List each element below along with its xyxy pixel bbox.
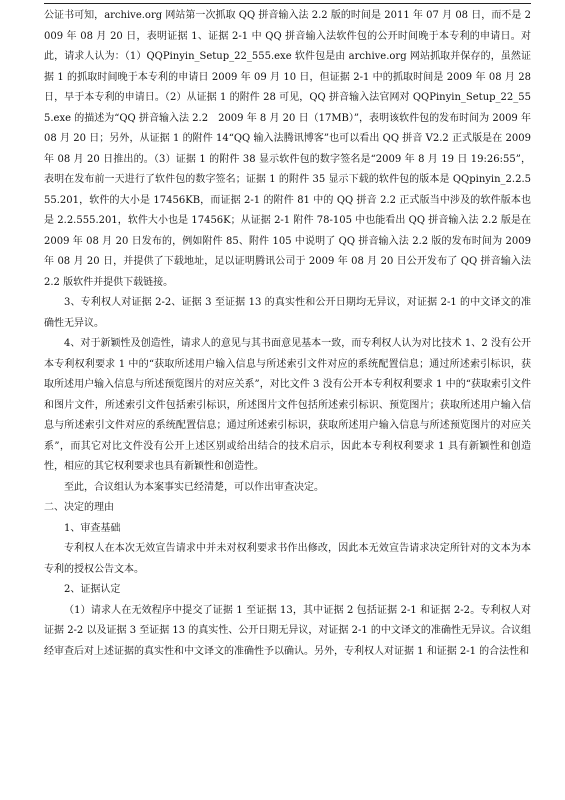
paragraph-facts-clear: 至此，合议组认为本案事实已经清楚，可以作出审查决定。: [64, 481, 324, 493]
top-rule: [44, 3, 531, 4]
section-heading-reasons: 二、决定的理由: [44, 502, 114, 513]
paragraph-examination-text: 专利权人在本次无效宣告请求中并未对权利要求书作出修改，因此本无效宣告请求决定所针对的文本为本专利的授权公告文本。: [44, 543, 531, 575]
subheading-evidence-determination: 2、证据认定: [64, 584, 121, 595]
paragraph-evidence-dates: 公证书可知，archive.org 网站第一次抓取 QQ 拼音输入法 2.2 版的时间是 2011 年 07 月 08 日，而不是 2009 年 08 月 20 日，表明证据 1、证据 2-1 中 QQ 拼音输入法软件包的公开时间晚于本专利的申请日。对此，请求人认为：（1）QQPinyin_Setup_22_555.exe 软件包是由 archive.org 网站抓取并保存的，虽然证据 1 的抓取时间晚于本专利的申请日 2009 年 09 月 10 日，但证据 2-1 中的抓取时间是 2009 年 08 月 28 日，早于本专利的申请日。（2）从证据 1 的附件 28 可见，QQ 拼音输入法官网对 QQPinyin_Setup_22_555.exe 的描述为“QQ 拼音输入法 2.2 2009 年 8 月 20 日（17MB）”，表明该软件包的发布时间为 2009 年 08 月 20 日；另外，从证据 1 的附件 14“QQ 输入法腾讯博客”也可以看出 QQ 拼音 V2.2 正式版是在 2009 年 08 月 20 日推出的。（3）证据 1 的附件 38 显示软件包的数字签名是“2009 年 8 月 19 日 19:26:55”，表明在发布前一天进行了软件包的数字签名；证据 1 的附件 35 显示下载的软件包的版本是 QQpinyin_2.2.555.201，软件的大小是 17456KB，而证据 2-1 的附件 81 中的 QQ 拼音 2.2 正式版当中涉及的软件版本也是 2.2.555.201，软件大小也是 17456K；从证据 2-1 附件 78-105 中也能看出 QQ 拼音输入法 2.2 版是在 2009 年 08 月 20 日发布的，例如附件 85、附件 105 中说明了 QQ 拼音输入法 2.2 版的发布时间为 2009 年 08 月 20 日，并提供了下载地址，足以证明腾讯公司于 2009 年 08 月 20 日公开发布了 QQ 拼音输入法 2.2 版软件并提供下载链接。: [44, 10, 531, 288]
paragraph-patentee-no-objection: 3、专利权人对证据 2-2、证据 3 至证据 13 的真实性和公开日期均无异议，对证据 2-1 的中文译文的准确性无异议。: [44, 297, 531, 329]
paragraph-novelty-inventiveness: 4、对于新颖性及创造性，请求人的意见与其书面意见基本一致，而专利权人认为对比技术 1、2 没有公开本专利权利要求 1 中的“获取所述用户输入信息与所述索引文件对应的系统配置信息；通过所述索引标识，获取所述用户输入信息与所述预览图片的对应关系”，对比文件 3 没有公开本专利权利要求 1 中的“获取索引文件和图片文件，所述索引文件包括索引标识，所述图片文件包括所述索引标识、预览图片；获取所述用户输入信息与所述索引文件对应的系统配置信息；通过所述索引标识，获取所述用户输入信息与所述预览图片的对应关系”，而其它对比文件没有公开上述区别或给出结合的技术启示，因此本专利权利要求 1 具有新颖性和创造性，相应的其它权利要求也具有新颖性和创造性。: [44, 338, 531, 472]
subheading-examination-basis: 1、审查基础: [64, 522, 121, 534]
paragraph-evidence-submitted: （1）请求人在无效程序中提交了证据 1 至证据 13，其中证据 2 包括证据 2-1 和证据 2-2。专利权人对证据 2-2 以及证据 3 至证据 13 的真实性、公开日期无异议，对证据 2-1 的中文译文的准确性无异议。合议组经审查后对上述证据的真实性和中文译文的准确性予以确认。另外，专利权人对证据 1 和证据 2-1 的合法性和: [44, 604, 531, 657]
